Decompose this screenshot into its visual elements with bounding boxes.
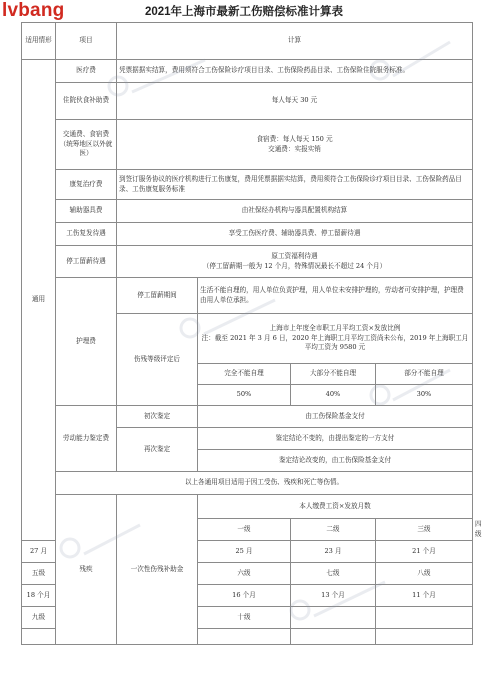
header-row [22, 23, 473, 60]
lump-sum-formula: 本人缴费工资×发放月数 [198, 495, 473, 519]
months: 16 个月 [198, 585, 291, 607]
months [198, 629, 291, 645]
page-title: 2021年上海市最新工伤赔偿标准计算表 [144, 6, 344, 18]
appraisal-re-changed: 鉴定结论改变的，由工伤保险基金支付 [198, 450, 473, 472]
months [22, 629, 56, 645]
scope-general: 通用 [22, 60, 56, 541]
nursing-assessed-line2: 注：截至 2021 年 3 月 6 日，2020 年上海职工月平均工资尚未公布，2019 年上海职工月平均工资为 9580 元 [201, 333, 469, 352]
row-nursing-period [22, 278, 473, 314]
appraisal-initial-label: 初次鉴定 [117, 406, 198, 428]
nursing-assessed-label: 伤残等级评定后 [117, 314, 198, 406]
note-text: 以上各通用项目适用于因工受伤、残疾和死亡等伤情。 [56, 472, 473, 495]
hospital-food-text: 每人每天 30 元 [117, 83, 473, 120]
nursing-level: 大部分不能自理 [291, 364, 376, 385]
appraisal-initial-text: 由工伤保险基金支付 [198, 406, 473, 428]
rehab-text: 到签订服务协议的医疗机构进行工伤康复，费用凭票据据实结算，费用须符合工伤保险诊疗项目目录、工伤保险药品目录、工伤康复服务标准 [117, 170, 473, 200]
stop-work-line1: 原工资福利待遇 [271, 251, 318, 260]
months: 11 个月 [376, 585, 473, 607]
header-calc: 计算 [117, 23, 473, 60]
medical-text: 凭票据据实结算，费用须符合工伤保险诊疗项目目录、工伤保险药品目录、工伤保险住院服务标准。 [117, 60, 473, 83]
aids-text: 由社保经办机构与器具配置机构结算 [117, 200, 473, 223]
nursing-assessed-line1: 上海市上年度全市职工月平均工资×发放比例 [269, 324, 401, 333]
nursing-level: 部分不能自理 [376, 364, 473, 385]
grade: 十级 [198, 607, 291, 629]
appraisal-label: 劳动能力鉴定费 [56, 406, 117, 472]
grade: 九级 [22, 607, 56, 629]
scope-disability: 残疾 [56, 495, 117, 645]
row-relapse [22, 223, 473, 246]
nursing-period-label: 停工留薪期间 [117, 278, 198, 314]
compensation-table [21, 22, 482, 645]
relapse-text: 享受工伤医疗费、辅助器具费、停工留薪待遇 [117, 223, 473, 246]
row-stop-work [22, 246, 473, 278]
row-grades-1: 一级 二级 三级 四级 [22, 519, 473, 541]
months: 23 月 [291, 541, 376, 563]
header-scope: 适用情形 [22, 23, 56, 60]
row-transport [22, 120, 473, 170]
empty-cell [376, 629, 473, 645]
grade: 二级 [291, 519, 376, 541]
aids-label: 辅助器具费 [56, 200, 117, 223]
nursing-ratio: 50% [198, 385, 291, 406]
row-hospital-food [22, 83, 473, 120]
row-note [22, 472, 473, 495]
row-rehab [22, 170, 473, 200]
grade: 六级 [198, 563, 291, 585]
nursing-assessed-cell [198, 314, 473, 364]
grade: 三级 [376, 519, 473, 541]
row-lump-formula [22, 495, 473, 519]
transport-cell [117, 120, 473, 170]
grade: 五级 [22, 563, 56, 585]
stop-work-label: 停工留薪待遇 [56, 246, 117, 278]
empty-cell [291, 629, 376, 645]
site-logo[interactable]: lvbang [2, 0, 65, 21]
hospital-food-label: 住院伙食补助费 [56, 83, 117, 120]
appraisal-re-label: 再次鉴定 [117, 428, 198, 472]
months: 18 个月 [22, 585, 56, 607]
relapse-label: 工伤复发待遇 [56, 223, 117, 246]
months: 25 月 [198, 541, 291, 563]
months: 27 月 [22, 541, 56, 563]
row-appraisal-initial [22, 406, 473, 428]
stop-work-line2: （停工留薪期一般为 12 个月，特殊情况最长不超过 24 个月） [202, 261, 387, 270]
months: 21 个月 [376, 541, 473, 563]
stop-work-cell [117, 246, 473, 278]
nursing-label: 护理费 [56, 278, 117, 406]
transport-label: 交通费、食宿费（统筹地区以外就医） [56, 120, 117, 170]
appraisal-re-same: 鉴定结论不变的，由提出鉴定的一方支付 [198, 428, 473, 450]
row-aids [22, 200, 473, 223]
grade: 七级 [291, 563, 376, 585]
header-item: 项目 [56, 23, 117, 60]
nursing-ratio: 40% [291, 385, 376, 406]
transport-line2: 交通费：实报实销 [268, 144, 321, 153]
grade: 一级 [198, 519, 291, 541]
row-medical [22, 60, 473, 83]
transport-line1: 食宿费：每人每天 150 元 [256, 134, 333, 143]
medical-label: 医疗费 [56, 60, 117, 83]
months: 13 个月 [291, 585, 376, 607]
empty-cell [376, 607, 473, 629]
lump-sum-label: 一次性伤残补助金 [117, 495, 198, 645]
rehab-label: 康复治疗费 [56, 170, 117, 200]
nursing-period-text: 生活不能自理的，用人单位负责护理，用人单位未安排护理的，劳动者可安排护理，护理费由用人单位承担。 [198, 278, 473, 314]
empty-cell [291, 607, 376, 629]
nursing-ratio: 30% [376, 385, 473, 406]
nursing-level: 完全不能自理 [198, 364, 291, 385]
grade: 八级 [376, 563, 473, 585]
